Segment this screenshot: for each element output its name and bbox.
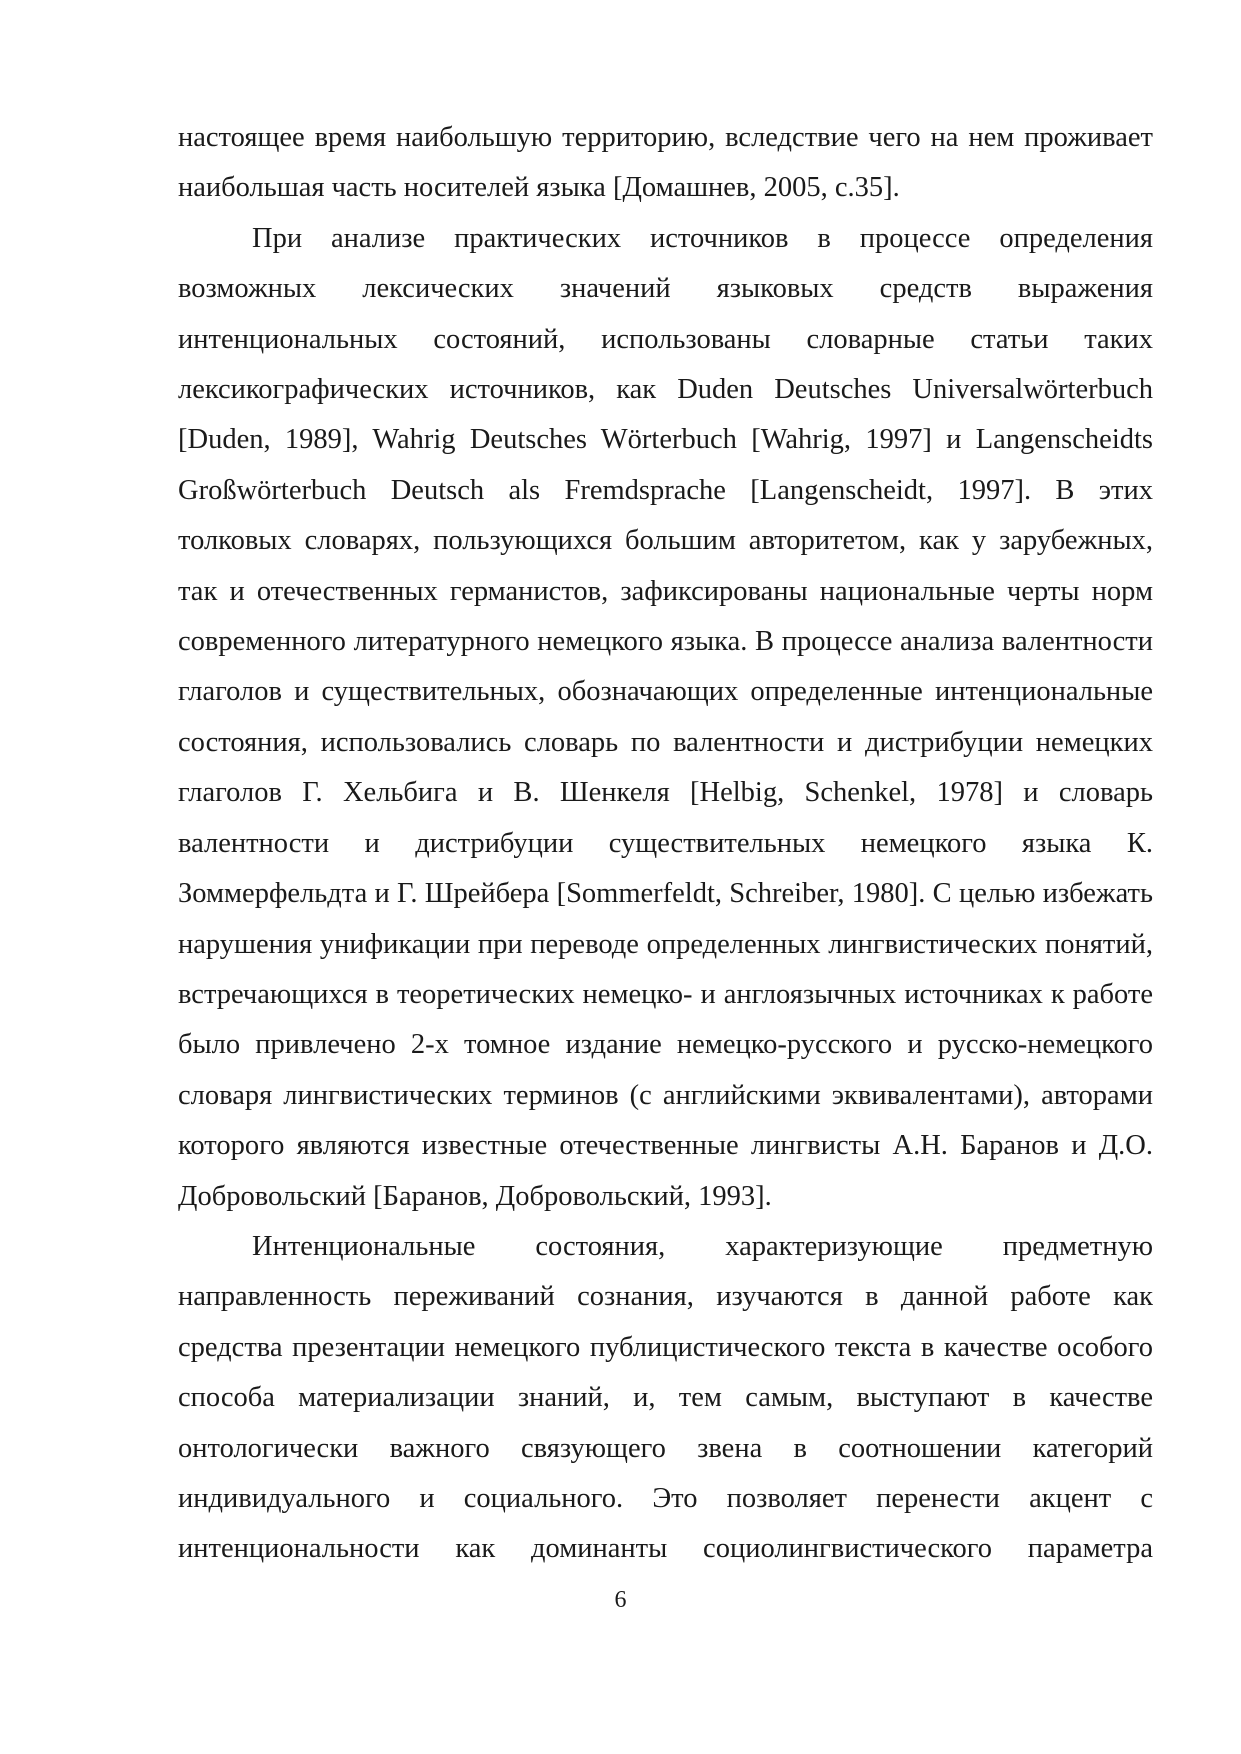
page-number: 6	[614, 1587, 627, 1613]
page-body	[178, 113, 1153, 1575]
paragraph-sources: При анализе практических источников в процессе определения возможных лексических значений языковых средств выражения интенциональных состояний, использованы словарные статьи таких лексикографических источников, как Duden Deutsches Universalwörterbuch [Duden, 1989], Wahrig Deutsches Wörterbuch [Wahrig, 1997] и Langenscheidts Großwörterbuch Deutsch als Fremdsprache [Langenscheidt, 1997]. В этих толковых словарях, пользующихся большим авторитетом, как у зарубежных, так и отечественных германистов, зафиксированы национальные черты норм современного литературного немецкого языка. В процессе анализа валентности глаголов и существительных, обозначающих определенные интенциональные состояния, использовались словарь по валентности и дистрибуции немецких глаголов Г. Хельбига и В. Шенкеля [Helbig, Schenkel, 1978] и словарь валентности и дистрибуции существительных немецкого языка К. Зоммерфельдта и Г. Шрейбера [Sommerfeldt, Schreiber, 1980]. С целью избежать нарушения унификации при переводе определенных лингвистических понятий, встречающихся в теоретических немецко- и англоязычных источниках к работе было привлечено 2-х томное издание немецко-русского и русско-немецкого словаря лингвистических терминов (с английскими эквивалентами), авторами которого являются известные отечественные лингвисты А.Н. Баранов и Д.О. Добровольский [Баранов, Добровольский, 1993].	[178, 222, 1153, 1212]
paragraph-intentional-states: Интенциональные состояния, характеризующие предметную направленность переживаний сознания, изучаются в данной работе как средства презентации немецкого публицистического текста в качестве особого способа материализации знаний, и, тем самым, выступают в качестве онтологически важного связующего звена в соотношении категорий индивидуального и социального. Это позволяет перенести акцент с интенциональности как доминанты социолингвистического параметра	[178, 1230, 1153, 1565]
paragraph-continuation: настоящее время наибольшую территорию, вследствие чего на нем проживает наибольшая часть носителей языка [Домашнев, 2005, с.35].	[178, 122, 1153, 204]
